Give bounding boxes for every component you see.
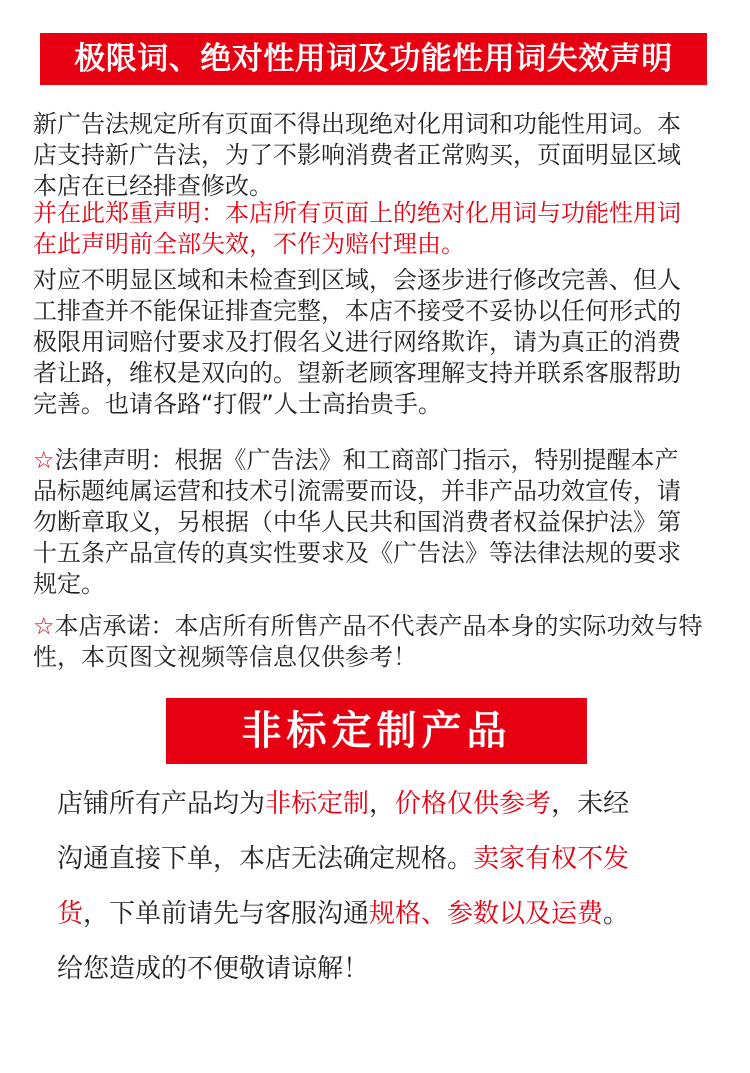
text-segment: 沟通直接下单，本店无法确定规格。 [57,844,474,874]
declaration-paragraph [33,198,723,260]
page-title: 极限词、绝对性用词及功能性用词失效声明 [74,41,673,77]
text-line: 店支持新广告法，为了不影响消费者正常购买，页面明显区域 [33,141,681,169]
highlight-text: 卖家有权不发 [473,844,630,874]
text-line: 完善。也请各路“打假”人士高抬贵手。 [33,390,442,418]
text-line: 品标题纯属运营和技术引流需要而设，并非产品功效宣传，请 [33,477,681,505]
text-segment: ，下单前请先与客服沟通 [83,899,370,929]
highlight-text: 非标定制 [265,789,370,819]
text-line: 在此声明前全部失效，不作为赔付理由。 [33,230,465,258]
text-line: 规定。 [33,570,105,598]
highlight-text: 规格、参数以及运费 [369,899,604,929]
promise-first-line: 本店承诺：本店所有所售产品不代表产品本身的实际功效与特 [54,612,703,640]
text-segment: ，未经 [551,789,630,819]
text-segment: 店铺所有产品均为 [57,789,266,819]
text-line: 极限用词赔付要求及打假名义进行网络欺诈，请为真正的消费 [33,328,681,356]
text-line: 新广告法规定所有页面不得出现绝对化用词和功能性用词。本 [33,110,681,138]
legal-first-line: 法律声明：根据《广告法》和工商部门指示，特别提醒本产 [54,446,679,474]
text-line: 本店在已经排查修改。 [33,172,273,200]
notice-paragraph [33,265,723,420]
text-line: 十五条产品宣传的真实性要求及《广告法》等法律法规的要求 [33,539,681,567]
section-title: 非标定制产品 [241,708,512,754]
text-line: 性，本页图文视频等信息仅供参考！ [33,643,417,671]
header-banner [40,33,707,85]
intro-paragraph [33,109,723,202]
star-icon: ☆ [33,612,55,640]
text-line [57,783,629,820]
text-line: 并在此郑重声明：本店所有页面上的绝对化用词与功能性用词 [33,199,681,227]
star-icon: ☆ [33,446,55,474]
highlight-text: 价格仅供参考 [395,789,552,819]
text-segment: ， [369,789,396,819]
legal-paragraph [33,445,723,600]
promise-paragraph [33,611,723,673]
text-line [33,445,723,476]
text-line: 者让路，维权是双向的。望新老顾客理解支持并联系客服帮助 [33,359,681,387]
text-line: 给您造成的不便敬请谅解！ [57,954,370,984]
highlight-text: 货 [57,899,84,929]
text-segment: 。 [603,899,630,929]
text-line: 对应不明显区域和未检查到区域，会逐步进行修改完善、但人 [33,266,681,294]
text-line: 工排查并不能保证排查完整，本店不接受不妥协以任何形式的 [33,297,681,325]
text-line [57,893,629,930]
text-line [57,838,629,875]
text-line: 勿断章取义，另根据（中华人民共和国消费者权益保护法》第 [33,508,681,536]
custom-product-banner [166,698,587,764]
text-line [33,611,723,642]
